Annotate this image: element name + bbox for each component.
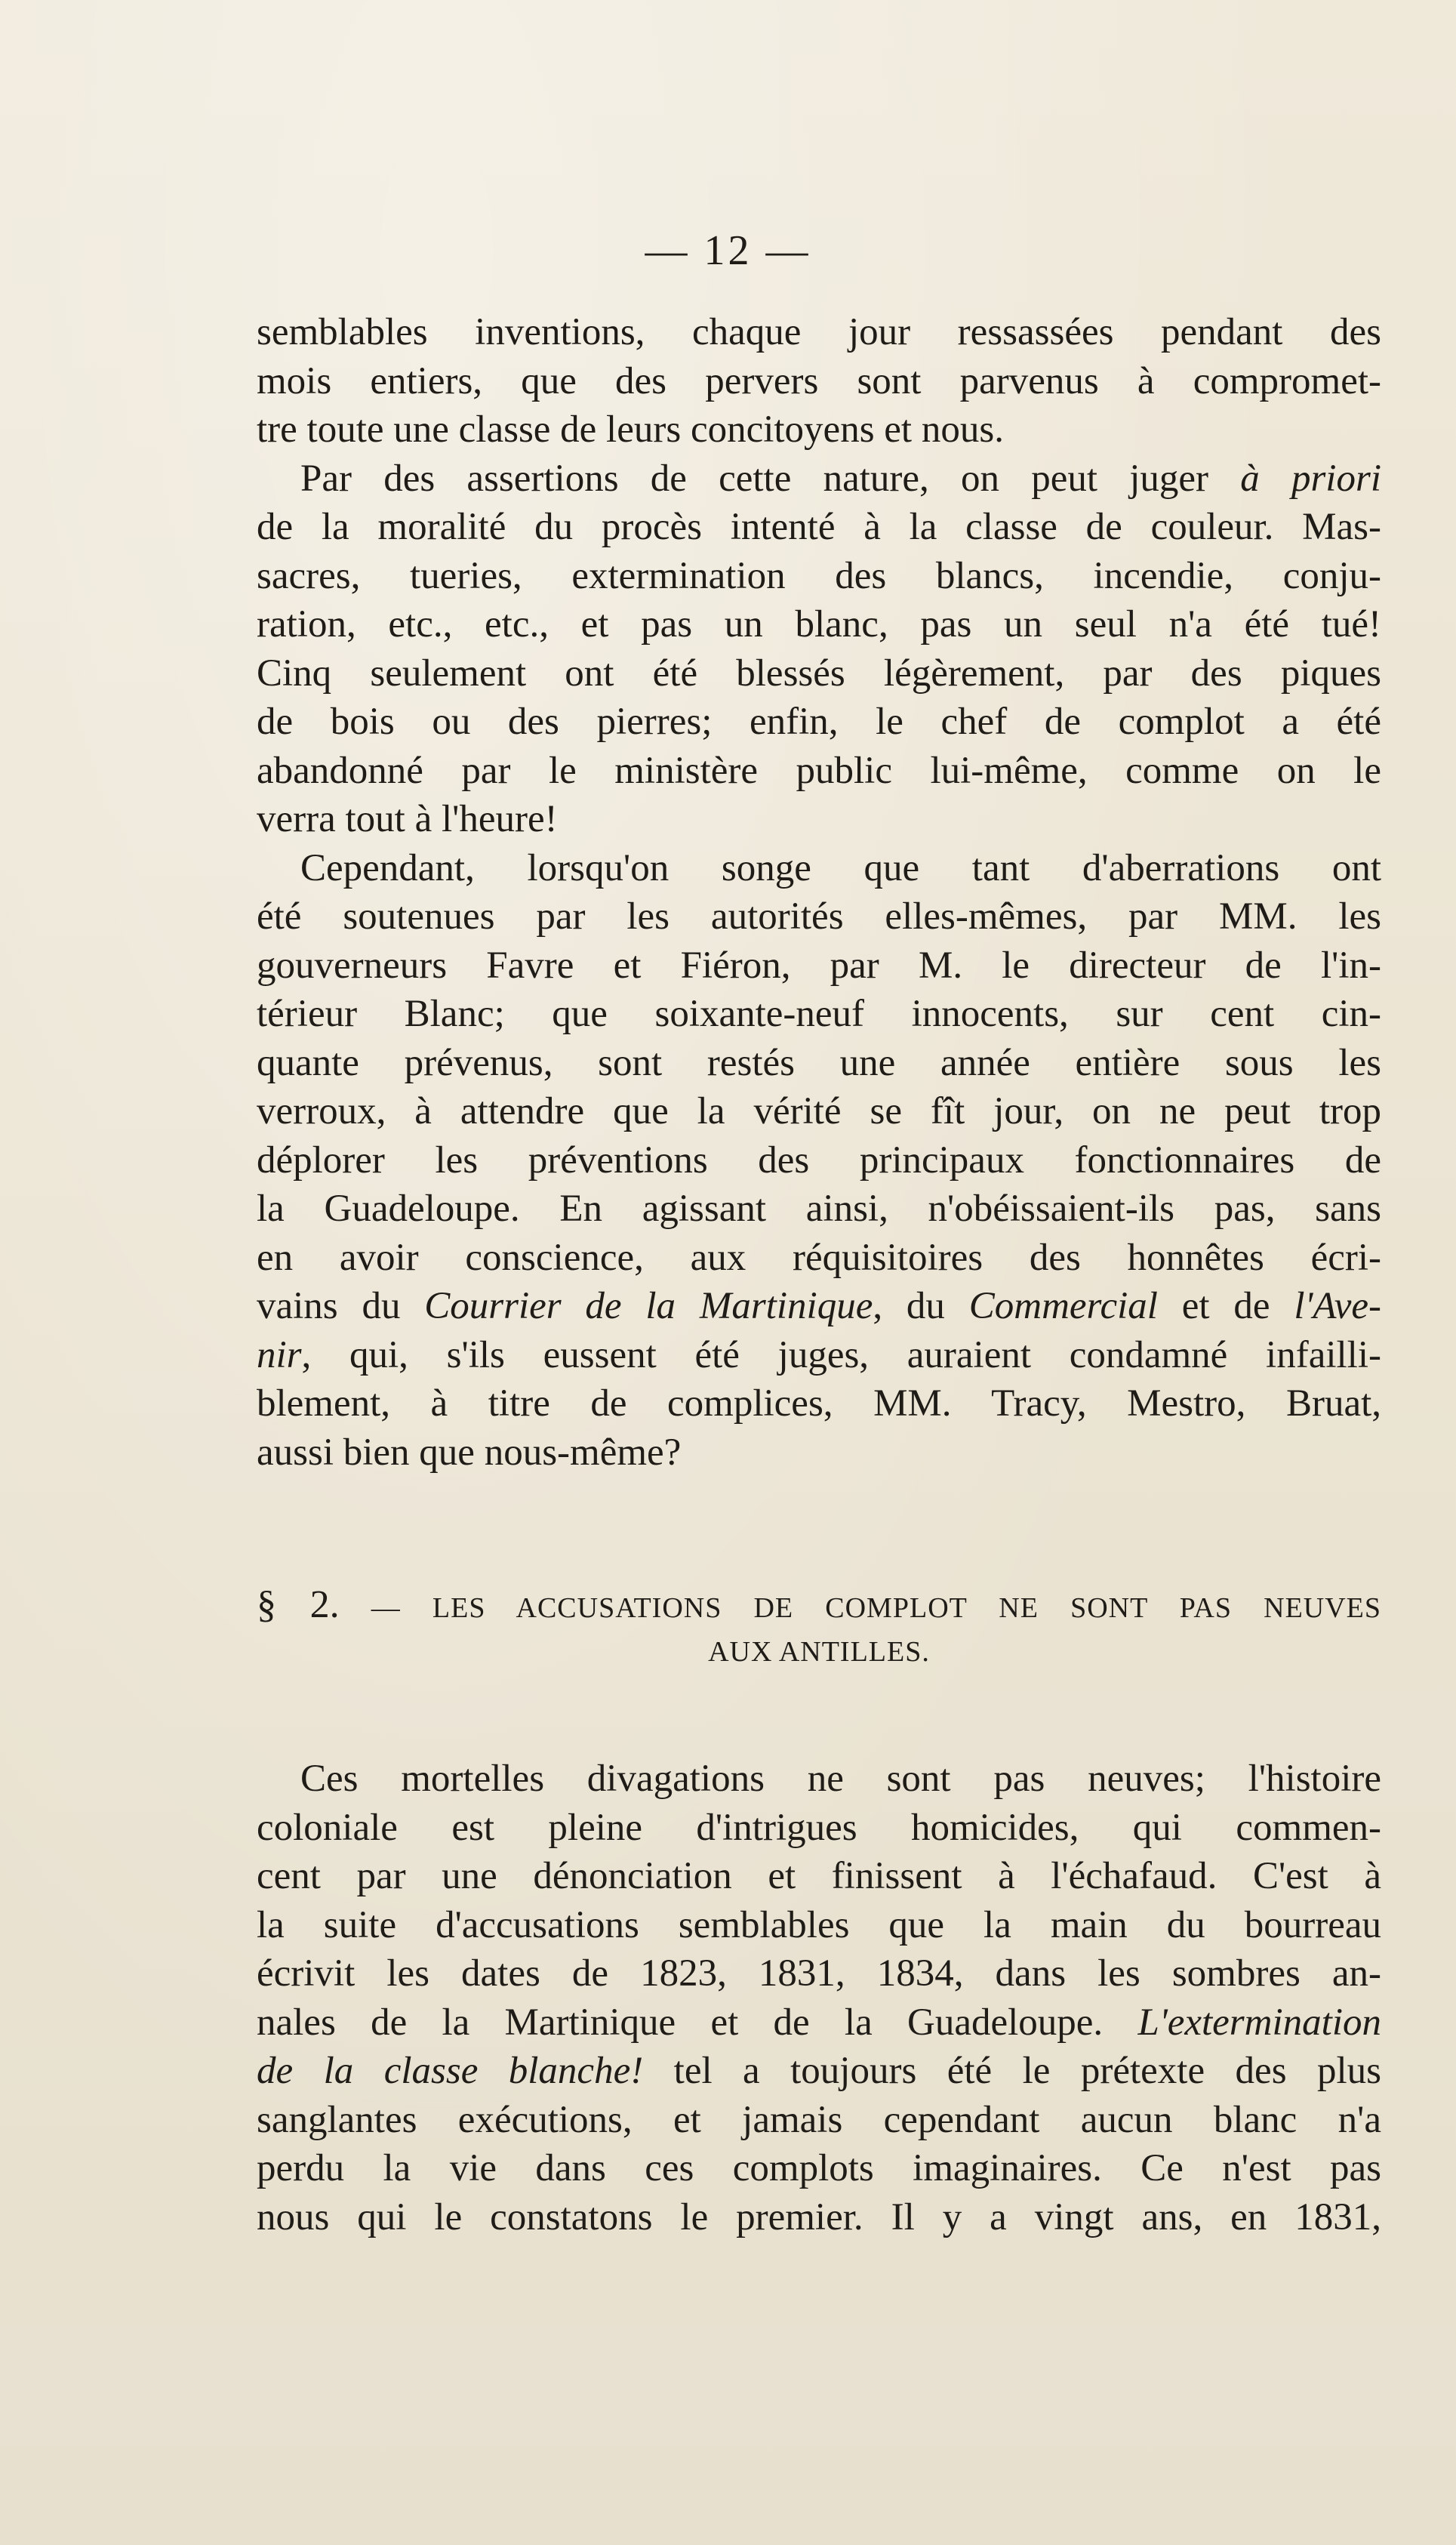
section-heading xyxy=(257,1581,1381,1668)
text-fragment: Par des assertions de cette nature, on peut juger xyxy=(300,457,1241,500)
page-number: — 12 — xyxy=(645,227,811,274)
text-line: perdu la vie dans ces complots imaginaires. Ce n'est pas xyxy=(257,2147,1381,2189)
text-block-bottom xyxy=(257,1755,1381,2242)
text-line: la Guadeloupe. En agissant ainsi, n'obéissaient-ils pas, sans xyxy=(257,1188,1381,1230)
text-line: térieur Blanc; que soixante-neuf innocents, sur cent cin- xyxy=(257,993,1381,1035)
text-fragment: et de xyxy=(1157,1285,1294,1327)
text-line: Cependant, lorsqu'on songe que tant d'aberrations ont xyxy=(300,846,1381,889)
text-line: semblables inventions, chaque jour ressassées pendant des xyxy=(257,311,1381,353)
text-line xyxy=(257,1282,1381,1331)
italic-phrase: à priori xyxy=(1240,457,1381,500)
text-line: blement, à titre de complices, MM. Tracy, Mestro, Bruat, xyxy=(257,1382,1381,1425)
text-line xyxy=(257,1331,1381,1380)
text-line: abandonné par le ministère public lui-même, comme on le xyxy=(257,749,1381,792)
section-dash: — xyxy=(371,1592,401,1624)
text-line: déplorer les préventions des principaux fonctionnaires de xyxy=(257,1138,1381,1182)
text-line: tre toute une classe de leurs concitoyens et nous. xyxy=(257,408,1004,451)
text-line: la suite d'accusations semblables que la main du bourreau xyxy=(257,1903,1381,1946)
text-line: de la moralité du procès intenté à la classe de couleur. Mas- xyxy=(257,506,1381,548)
italic-phrase: de la classe blanche! xyxy=(257,2050,644,2092)
text-line: été soutenues par les autorités elles-mêmes, par MM. les xyxy=(257,895,1381,938)
text-line: verra tout à l'heure! xyxy=(257,798,558,840)
italic-phrase: Commercial xyxy=(968,1285,1158,1327)
text-fragment: , du xyxy=(873,1285,969,1327)
text-line xyxy=(257,1998,1381,2047)
text-line: cent par une dénonciation et finissent à l'échafaud. C'est à xyxy=(257,1855,1381,1897)
text-fragment: nales de la Martinique et de la Guadeloupe. xyxy=(257,2001,1138,2044)
section-title-line1: LES ACCUSATIONS DE COMPLOT NE SONT PAS NEUVES xyxy=(432,1592,1382,1624)
section-title-line2: AUX ANTILLES. xyxy=(708,1636,930,1668)
italic-phrase: l'Ave- xyxy=(1294,1285,1382,1327)
text-fragment: tel a toujours été le prétexte des plus xyxy=(643,2050,1381,2092)
text-line: sanglantes exécutions, et jamais cependant aucun blanc n'a xyxy=(257,2098,1381,2141)
text-line: coloniale est pleine d'intrigues homicides, qui commen- xyxy=(257,1806,1381,1849)
section-mark: § 2. xyxy=(257,1583,340,1626)
text-line: de bois ou des pierres; enfin, le chef de complot a été xyxy=(257,701,1381,743)
text-line: nous qui le constatons le premier. Il y a vingt ans, en 1831, xyxy=(257,2195,1381,2238)
text-block-top xyxy=(257,308,1381,1477)
text-line: aussi bien que nous-même? xyxy=(257,1431,682,1474)
text-fragment: , qui, s'ils eussent été juges, auraient condamné infailli- xyxy=(301,1333,1381,1376)
text-line: sacres, tueries, extermination des blancs, incendie, conju- xyxy=(257,554,1381,597)
text-line: Cinq seulement ont été blessés légèrement, par des piques xyxy=(257,652,1381,695)
text-line: mois entiers, que des pervers sont parvenus à compromet- xyxy=(257,359,1381,402)
text-line: en avoir conscience, aux réquisitoires des honnêtes écri- xyxy=(257,1236,1381,1279)
text-line: ration, etc., etc., et pas un blanc, pas un seul n'a été tué! xyxy=(257,603,1381,645)
text-line: écrivit les dates de 1823, 1831, 1834, dans les sombres an- xyxy=(257,1952,1381,1995)
italic-phrase: Courrier de la Martinique xyxy=(424,1285,873,1327)
section-heading-line xyxy=(257,1581,1381,1629)
text-line: quante prévenus, sont restés une année entière sous les xyxy=(257,1041,1381,1084)
italic-phrase: L'extermination xyxy=(1137,2001,1381,2044)
text-line: verroux, à attendre que la vérité se fît jour, on ne peut trop xyxy=(257,1090,1381,1132)
text-fragment: vains du xyxy=(257,1285,425,1327)
italic-phrase: nir xyxy=(257,1333,302,1376)
text-line xyxy=(257,454,1381,504)
text-line xyxy=(257,2047,1381,2096)
text-line: Ces mortelles divagations ne sont pas neuves; l'histoire xyxy=(300,1758,1381,1800)
text-line: gouverneurs Favre et Fiéron, par M. le directeur de l'in- xyxy=(257,944,1381,987)
